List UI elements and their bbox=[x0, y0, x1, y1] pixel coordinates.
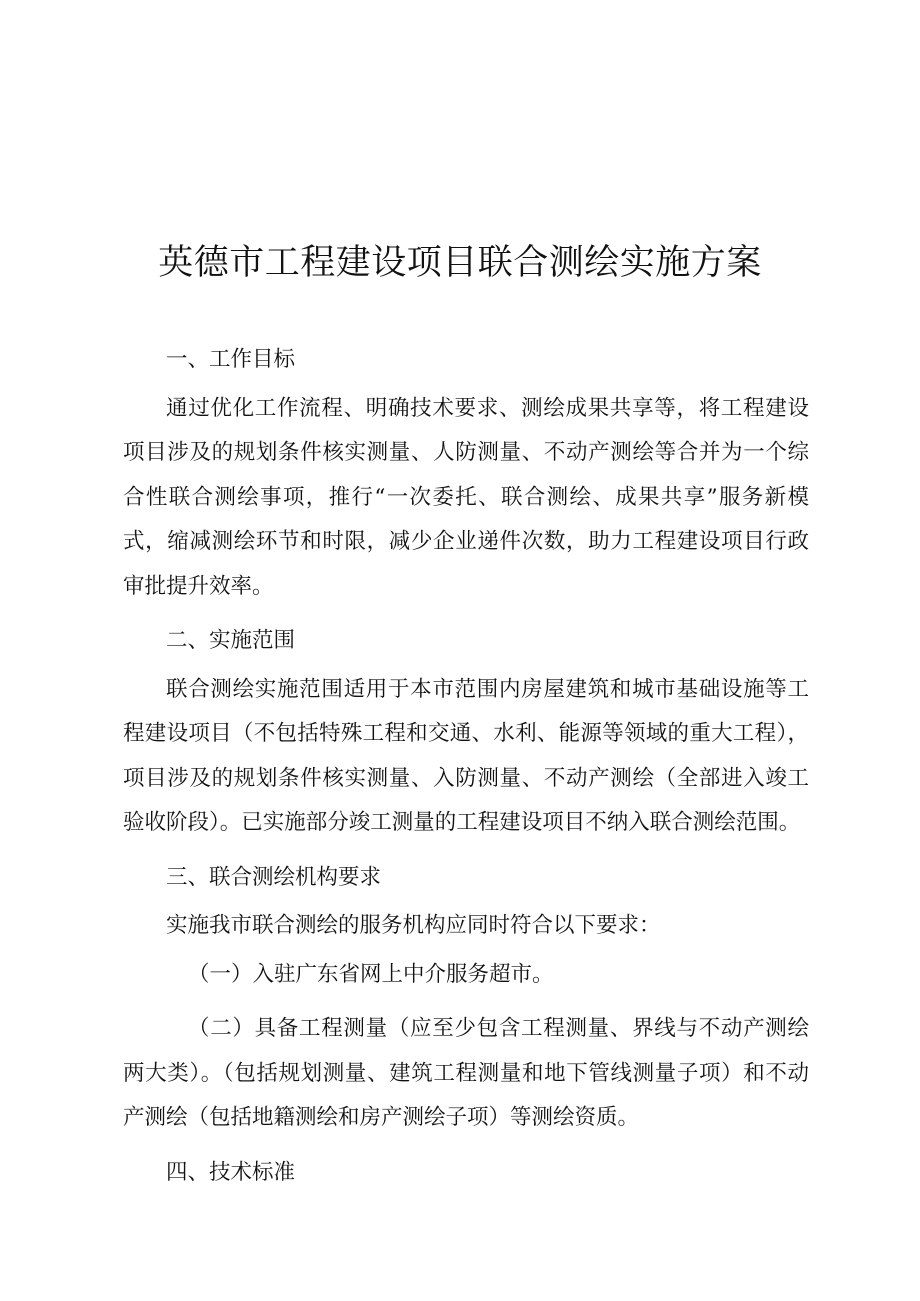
section-heading-technical-standards: 四、技术标准 bbox=[166, 1159, 296, 1185]
requirement-item-1: （一）入驻广东省网上中介服务超市。 bbox=[188, 961, 554, 987]
section-heading-goals: 一、工作目标 bbox=[166, 347, 296, 372]
paragraph-goals: 通过优化工作流程、明确技术要求、测绘成果共享等，将工程建设项目涉及的规划条件核实测量、人防测量、不动产测绘等合并为一个综合性联合测绘事项，推行“一次委托、联合测绘、成果共享”服务新模式，缩减测绘环节和时限，减少企业递件次数，助力工程建设项目行政审批提升效率。 bbox=[123, 395, 809, 599]
paragraph-scope: 联合测绘实施范围适用于本市范围内房屋建筑和城市基础设施等工程建设项目（不包括特殊工程和交通、水利、能源等领域的重大工程），项目涉及的规划条件核实测量、入防测量、不动产测绘（全部进入竣工验收阶段）。已实施部分竣工测量的工程建设项目不纳入联合测绘范围。 bbox=[123, 676, 809, 835]
requirement-item-2: （二）具备工程测量（应至少包含工程测量、界线与不动产测绘两大类）。（包括规划测量、建筑工程测量和地下管线测量子项）和不动产测绘（包括地籍测绘和房产测绘子项）等测绘资质。 bbox=[123, 1016, 809, 1130]
paragraph-agency-requirements: 实施我市联合测绘的服务机构应同时符合以下要求： bbox=[166, 913, 661, 938]
document-body bbox=[123, 338, 809, 1195]
section-heading-agency-requirements: 三、联合测绘机构要求 bbox=[166, 864, 382, 890]
section-heading-scope: 二、实施范围 bbox=[166, 628, 296, 653]
document-title: 英德市工程建设项目联合测绘实施方案 bbox=[158, 243, 762, 283]
